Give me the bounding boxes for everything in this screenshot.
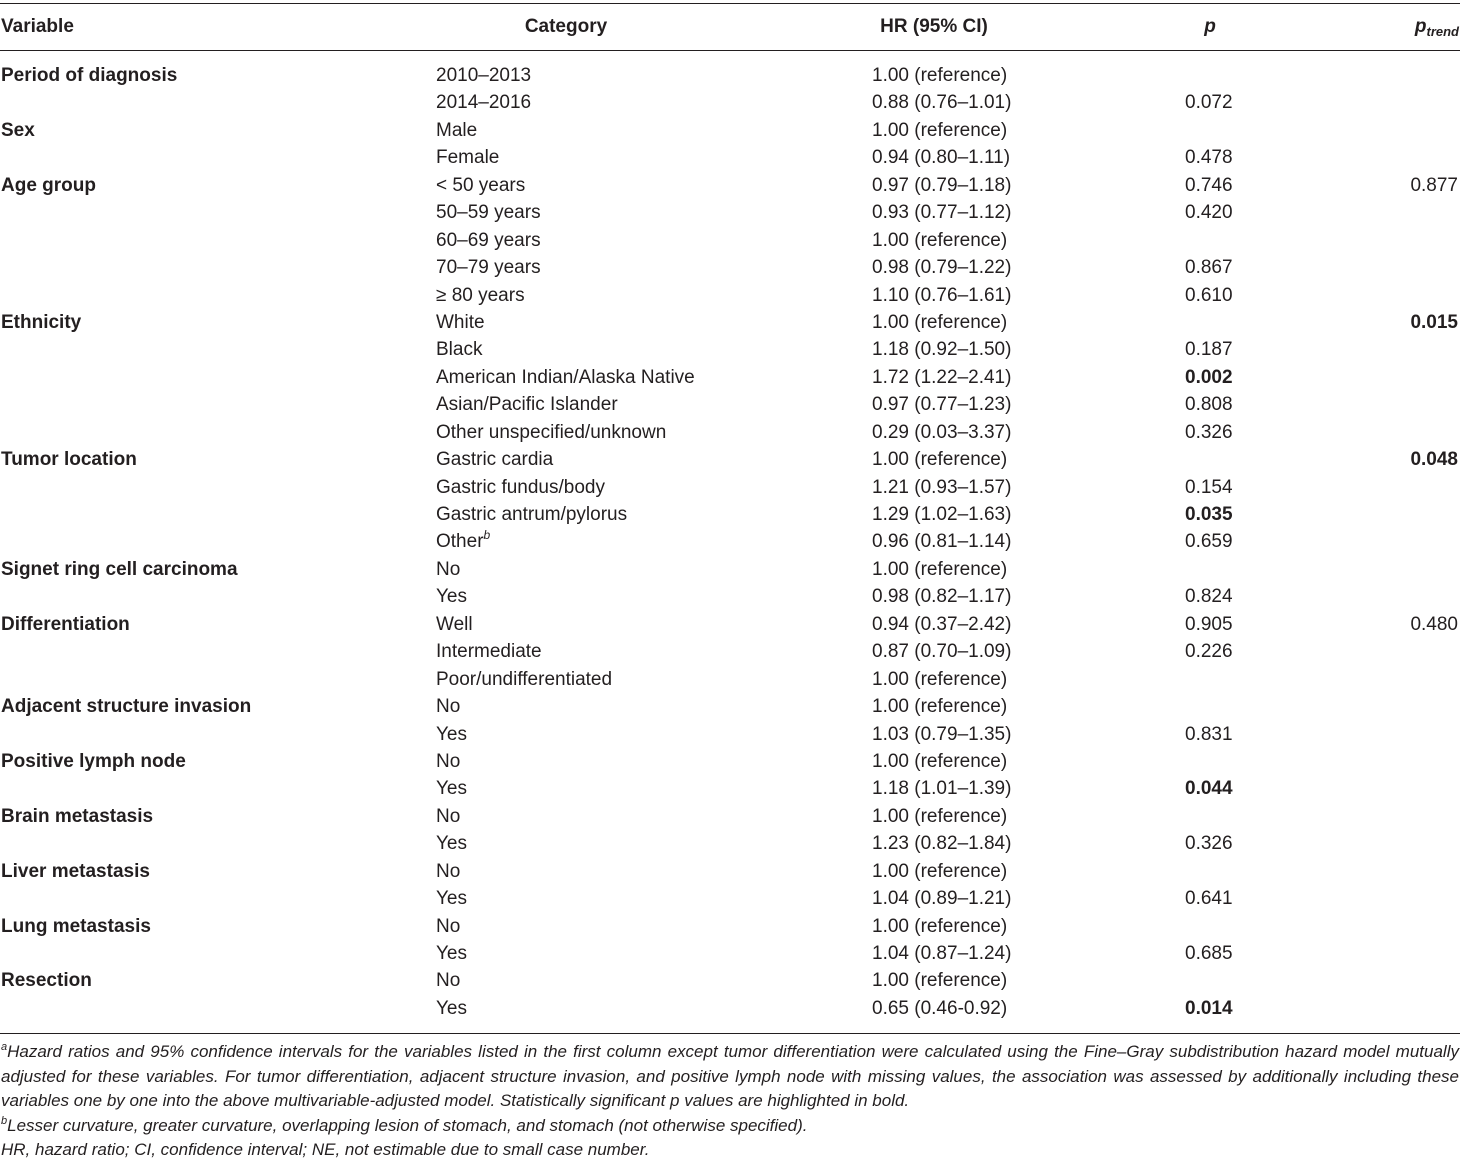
table-row [0,117,1460,144]
cell-category: < 50 years [436,174,526,196]
cell-p: 0.014 [1185,997,1233,1019]
cell-p: 0.326 [1185,421,1233,443]
table-row [0,446,1460,473]
table-bottom-rule [0,1033,1460,1034]
cell-p: 0.154 [1185,476,1233,498]
cell-hr: 0.93 (0.77–1.12) [872,202,1012,224]
footnote-a [1,1040,1459,1114]
table-row [0,830,1460,857]
cell-hr: 0.65 (0.46-0.92) [872,997,1008,1019]
cell-category: Yes [436,723,467,745]
cell-p: 0.808 [1185,394,1233,416]
table-row [0,995,1460,1022]
cell-ptrend: 0.015 [1410,311,1458,333]
cell-p: 0.824 [1185,586,1233,608]
table-row [0,528,1460,555]
cell-p: 0.072 [1185,92,1233,114]
cell-category: Other unspecified/unknown [436,421,667,443]
cell-category: Gastric cardia [436,449,554,471]
table-row [0,611,1460,638]
table-row [0,474,1460,501]
cell-category: Yes [436,586,467,608]
cell-hr: 1.00 (reference) [872,449,1008,471]
cell-category: Well [436,613,473,635]
cell-hr: 1.72 (1.22–2.41) [872,366,1012,388]
cell-category: No [436,915,461,937]
table-row [0,227,1460,254]
table-row [0,775,1460,802]
cell-hr: 1.00 (reference) [872,750,1008,772]
cell-hr: 1.00 (reference) [872,558,1008,580]
cell-category: No [436,970,461,992]
cell-hr: 1.10 (0.76–1.61) [872,284,1012,306]
cell-p: 0.610 [1185,284,1233,306]
cell-hr: 1.18 (1.01–1.39) [872,778,1012,800]
table-row [0,666,1460,693]
cell-category: Black [436,339,483,361]
cell-category: ≥ 80 years [436,284,525,306]
cell-p: 0.641 [1185,888,1233,910]
cell-category: Yes [436,943,467,964]
cell-p: 0.478 [1185,147,1233,169]
table-row [0,858,1460,885]
cell-p: 0.226 [1185,641,1233,663]
cell-variable: Brain metastasis [1,805,154,827]
table-row [0,89,1460,116]
table-row [0,172,1460,199]
cell-ptrend: 0.877 [1410,174,1458,196]
cell-p: 0.831 [1185,723,1233,745]
cell-category: No [436,750,461,772]
footnote-b [1,1114,1459,1139]
cell-p: 0.044 [1185,778,1233,800]
footnote-abbreviations: HR, hazard ratio; CI, confidence interval; NE, not estimable due to small case number. [1,1140,650,1159]
table-row [0,364,1460,391]
cell-ptrend: 0.480 [1410,613,1458,635]
cell-variable: Ethnicity [1,311,82,333]
header-hr: HR (95% CI) [880,16,988,37]
cell-category: 50–59 years [436,202,541,224]
table-row [0,913,1460,940]
cell-hr: 1.00 (reference) [872,311,1008,333]
cell-variable: Differentiation [1,613,130,635]
cell-category: Yes [436,997,467,1019]
cell-category: No [436,558,461,580]
cell-hr: 0.29 (0.03–3.37) [872,421,1012,443]
cell-p: 0.685 [1185,943,1233,964]
cell-hr: 1.00 (reference) [872,229,1008,251]
table-row [0,748,1460,775]
table-body [0,62,1460,1022]
cell-category: Yes [436,888,467,910]
cell-category: No [436,805,461,827]
cell-category: 70–79 years [436,257,541,279]
cell-hr: 1.04 (0.89–1.21) [872,888,1012,910]
cell-category: No [436,860,461,882]
cell-category: Asian/Pacific Islander [436,394,618,416]
table-row [0,967,1460,994]
footnote-a-marker: a [1,1041,8,1053]
cell-category: 2010–2013 [436,65,532,86]
cell-category: No [436,696,461,718]
cell-variable: Lung metastasis [1,915,151,937]
cell-hr: 0.94 (0.80–1.11) [872,147,1011,169]
cell-p: 0.187 [1185,339,1233,361]
cell-hr: 1.00 (reference) [872,696,1008,718]
table-row [0,62,1460,89]
cell-p: 0.867 [1185,257,1233,279]
cell-ptrend: 0.048 [1410,449,1458,471]
table-row [0,254,1460,281]
cell-hr: 1.04 (0.87–1.24) [872,943,1012,964]
cell-p: 0.905 [1185,613,1233,635]
table-row [0,940,1460,967]
cell-category: 2014–2016 [436,92,532,114]
cell-hr: 0.98 (0.82–1.17) [872,586,1012,608]
table-row [0,556,1460,583]
cell-hr: 0.96 (0.81–1.14) [872,531,1012,553]
header-p: p [1204,16,1216,37]
header-ptrend-sub: trend [1426,24,1459,39]
cell-hr: 1.29 (1.02–1.63) [872,504,1012,525]
header-ptrend-main: p [1414,16,1427,37]
footnote-a-text: Hazard ratios and 95% confidence intervals for the variables listed in the first column except tumor differentiation were calculated using the Fine–Gray subdistribution hazard model mutually adjusted for these variables. For tumor differentiation, adjacent structure invasion, and positive lymph node with missing values, the association was assessed by additionally including these variables one by one into the above multivariable-adjusted model. Statistically significant p values are highlighted in bold. [1,1042,1459,1110]
header-ptrend [1415,14,1459,45]
cell-category: White [436,311,485,333]
footnote-b-text: Lesser curvature, greater curvature, overlapping lesion of stomach, and stomach (not otherwise specified). [7,1115,808,1135]
cell-variable: Positive lymph node [1,750,186,772]
cell-p: 0.659 [1185,531,1233,553]
cell-hr: 1.00 (reference) [872,970,1008,992]
cell-category: Gastric antrum/pylorus [436,504,628,525]
cell-hr: 1.00 (reference) [872,860,1008,882]
cell-hr: 0.97 (0.77–1.23) [872,394,1012,416]
header-variable: Variable [1,16,74,37]
cell-category: 60–69 years [436,229,541,251]
cell-hr: 1.00 (reference) [872,65,1008,86]
cell-hr: 1.00 (reference) [872,668,1008,690]
table-row [0,885,1460,912]
table-row [0,721,1460,748]
cell-hr: 1.21 (0.93–1.57) [872,476,1012,498]
table-header-rule [0,50,1460,51]
cell-hr: 1.00 (reference) [872,915,1008,937]
cell-category: Male [436,119,478,141]
cell-hr: 0.97 (0.79–1.18) [872,174,1012,196]
cell-hr: 0.98 (0.79–1.22) [872,257,1012,279]
header-category: Category [524,16,608,37]
cell-variable: Age group [1,174,96,196]
cell-variable: Liver metastasis [1,860,150,882]
table-row [0,336,1460,363]
cell-category-text: Other [436,531,484,553]
table-row [0,391,1460,418]
table-row [0,199,1460,226]
cell-category: Female [436,147,500,169]
cell-hr: 0.87 (0.70–1.09) [872,641,1012,663]
cell-p: 0.035 [1185,504,1233,525]
table-row [0,638,1460,665]
cell-category: Gastric fundus/body [436,476,605,498]
cell-category: American Indian/Alaska Native [436,366,695,388]
table-row [0,693,1460,720]
cell-hr: 0.88 (0.76–1.01) [872,92,1012,114]
table-top-rule [0,3,1460,4]
table-row [0,501,1460,528]
cell-variable: Sex [1,119,35,141]
cell-variable: Tumor location [1,449,137,471]
table-row [0,803,1460,830]
cell-variable: Adjacent structure invasion [1,696,252,718]
cell-variable: Signet ring cell carcinoma [1,558,238,580]
footnote-b-marker: b [1,1114,8,1127]
cell-category: Poor/undifferentiated [436,668,613,690]
table-row [0,309,1460,336]
table-row [0,419,1460,446]
cell-p: 0.746 [1185,174,1233,196]
cell-hr: 1.23 (0.82–1.84) [872,833,1012,855]
cell-category: Yes [436,778,467,800]
cell-category: Yes [436,833,467,855]
cell-hr: 1.18 (0.92–1.50) [872,339,1012,361]
table-row [0,583,1460,610]
cell-category: Intermediate [436,641,542,663]
cell-p: 0.420 [1185,202,1233,224]
cell-hr: 1.00 (reference) [872,119,1008,141]
table-footnotes [1,1040,1459,1163]
table-row [0,144,1460,171]
cell-hr: 0.94 (0.37–2.42) [872,613,1012,635]
cell-p: 0.326 [1185,833,1233,855]
cell-category-footnote-marker: b [483,528,491,543]
cell-variable: Period of diagnosis [1,65,178,86]
cell-hr: 1.00 (reference) [872,805,1008,827]
table-row [0,282,1460,309]
cell-category [436,528,490,555]
cell-variable: Resection [1,970,92,992]
cell-p: 0.002 [1185,366,1233,388]
cell-hr: 1.03 (0.79–1.35) [872,723,1012,745]
